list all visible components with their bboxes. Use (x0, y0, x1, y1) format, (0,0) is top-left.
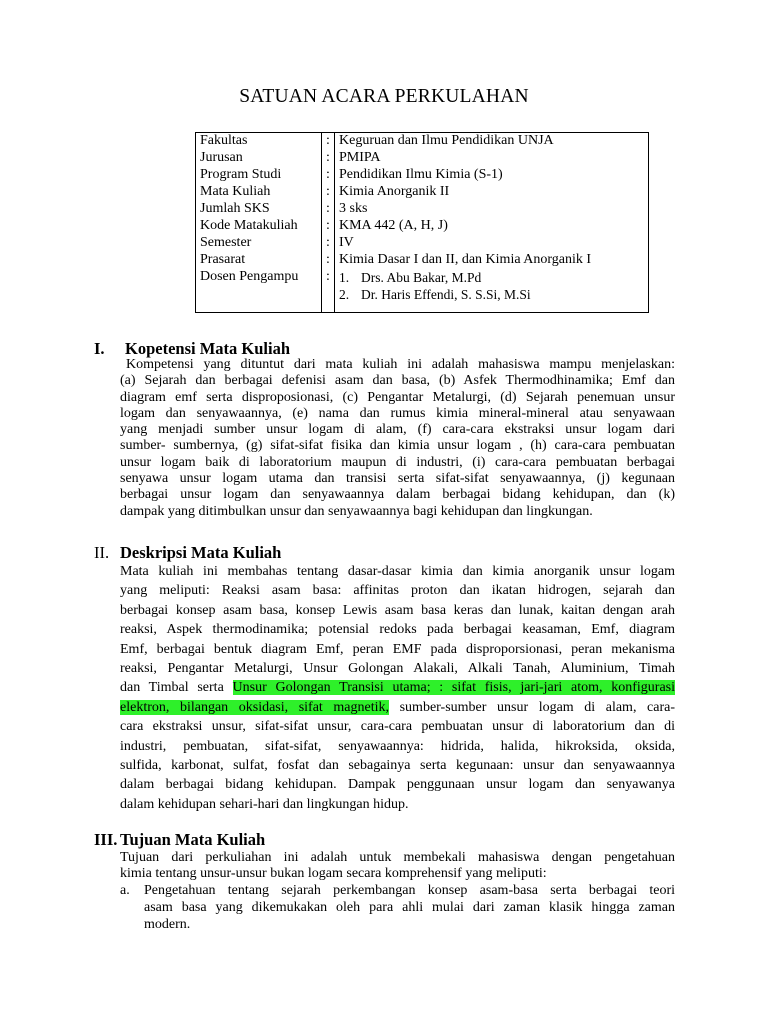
course-info-table (195, 132, 649, 313)
table-row (196, 150, 649, 167)
row-value: Kimia Anorganik II (335, 184, 649, 201)
text-line: unsur logam baik di laboratorium maupun di industri, (i) cara-cara pembuatan berbagai (120, 454, 675, 470)
text-line: sumber- sumbernya, (g) sifat-sifat fisika dan kimia unsur logam , (h) cara-cara pembuatan (120, 438, 675, 454)
list-number: 2. (339, 287, 350, 302)
text-line: Emf, berbagai bentuk diagram Emf, peran EMF pada disproporsionasi, peran mekanisma (120, 641, 675, 657)
text-line: modern. (144, 916, 191, 932)
row-value: Kimia Dasar I dan II, dan Kimia Anorganik I (335, 252, 649, 269)
text-line: Mata kuliah ini membahas tentang dasar-dasar kimia dan kimia anorganik unsur logam (120, 564, 675, 579)
text-line: senyawa unsur logam utama dan transisi serta sifat-sifat senyawaannya, (j) kegunaan (120, 471, 675, 487)
lecturer-name: Dr. Haris Effendi, S. S.Si, M.Si (361, 287, 531, 302)
text-line: (a) Sejarah dan berbagai defenisi asam dan basa, (b) Asfek Thermodhinamika; Emf dan (120, 373, 675, 389)
table-row (196, 252, 649, 269)
section-title: Deskripsi Mata Kuliah (120, 543, 282, 562)
section-number: III. (94, 830, 118, 849)
text-line: berbagai unsur logam dan senyawaannya dalam berbagai bidang kehidupan, dan (k) (120, 487, 675, 503)
row-value: Pendidikan Ilmu Kimia (S-1) (335, 167, 649, 184)
text-line: reaksi, Pengantar Metalurgi, Unsur Golongan Alakali, Alkali Tanah, Aluminium, Timah (120, 661, 675, 677)
text-line: Pengetahuan tentang sejarah perkembangan konsep asam-basa serta berbagai teori (144, 883, 675, 898)
row-value (335, 269, 649, 313)
row-value: Keguruan dan Ilmu Pendidikan UNJA (335, 133, 649, 151)
table-row (196, 201, 649, 218)
row-separator: : (322, 235, 335, 252)
row-value: 3 sks (335, 201, 649, 218)
section-paragraph (120, 850, 675, 883)
row-separator: : (322, 201, 335, 218)
text-line: diagram emf serta disproposionasi, (c) Pengantar Metalurgi, (d) Sejarah penemuan unsur (120, 389, 675, 405)
text-line: Tujuan dari perkuliahan ini adalah untuk membekali mahasiswa dengan pengetahuan (120, 850, 675, 865)
text-line: dampak yang ditimbulkan unsur dan senyawaannya bagi kehidupan dan lingkungan. (120, 503, 593, 519)
row-label: Mata Kuliah (196, 184, 322, 201)
row-label: Kode Matakuliah (196, 218, 322, 235)
lecturer-name: Drs. Abu Bakar, M.Pd (361, 270, 482, 285)
list-item (339, 286, 648, 303)
text-line: logam dan senyawaannya, (e) nama dan rumus kimia mineral-mineral atau senyawaan (120, 405, 675, 421)
row-label: Fakultas (196, 133, 322, 151)
section-number: II. (94, 543, 110, 562)
row-label: Semester (196, 235, 322, 252)
text-line: dalam berbagai bidang kehidupan. Dampak penggunaan unsur logam dan senyawanya (120, 777, 675, 793)
row-separator: : (322, 133, 335, 151)
row-label: Jurusan (196, 150, 322, 167)
row-separator: : (322, 269, 335, 313)
text-line: berbagai konsep asam basa, konsep Lewis asam basa keras dan lunak, kaitan dengan arah (120, 602, 675, 618)
text-line: dalam kehidupan sehari-hari dan lingkungan hidup. (120, 796, 409, 812)
section-title: Kopetensi Mata Kuliah (125, 339, 291, 358)
row-value: PMIPA (335, 150, 649, 167)
table-row (196, 133, 649, 151)
row-separator: : (322, 184, 335, 201)
text-line (120, 678, 675, 697)
section-paragraph (120, 562, 675, 814)
list-label: a. (120, 883, 130, 898)
text-line (120, 698, 675, 717)
list-number: 1. (339, 270, 350, 285)
section-title: Tujuan Mata Kuliah (120, 830, 266, 849)
list-item (339, 269, 648, 286)
text-line: reaksi, Aspek thermodinamika; potensial redoks pada berbagai keasaman, Emf, diagram (120, 622, 675, 638)
row-label: Program Studi (196, 167, 322, 184)
table-row (196, 235, 649, 252)
text-line: cara ekstraksi unsur, sifat-sifat unsur, cara-cara pembuatan unsur di laboratorium dan di (120, 719, 675, 735)
text-line: yang meliputi: Reaksi asam basa: affinitas proton dan ikatan hidrogen, sejarah dan (120, 583, 675, 599)
highlighted-text: Unsur Golongan Transisi utama; : sifat fisis, jari-jari atom, konfigurasi (232, 680, 675, 696)
row-separator: : (322, 150, 335, 167)
list-item (120, 883, 675, 933)
row-label: Jumlah SKS (196, 201, 322, 218)
row-separator: : (322, 252, 335, 269)
row-value: KMA 442 (A, H, J) (335, 218, 649, 235)
text-line: Kompetensi yang dituntut dari mata kuliah ini adalah mahasiswa mampu menjelaskan: (126, 357, 675, 372)
document-title: SATUAN ACARA PERKULAHAN (239, 86, 529, 107)
row-label: Dosen Pengampu (196, 269, 322, 313)
section-number: I. (94, 339, 105, 358)
text-line: asam basa yang dikemukakan oleh para ahli mulai dari zaman klasik hingga zaman (144, 899, 675, 915)
row-separator: : (322, 167, 335, 184)
section-paragraph (120, 357, 675, 520)
table-row-lecturers (196, 269, 649, 313)
text-line: yang menjadi sumber unsur logam di alam, (f) cara-cara ekstraksi unsur logam dari (120, 422, 675, 438)
text-line: kimia tentang unsur-unsur bukan logam secara komprehensif yang meliputi: (120, 866, 547, 882)
table-row (196, 218, 649, 235)
lecturer-list (339, 269, 648, 303)
row-label: Prasarat (196, 252, 322, 269)
table-row (196, 167, 649, 184)
text-run: dan Timbal serta (120, 680, 233, 696)
text-run: sumber-sumber unsur logam di alam, cara- (389, 699, 675, 715)
text-line: sulfida, karbonat, sulfat, fosfat dan sebagainya serta kegunaan: unsur dan senyawaannya (120, 758, 675, 774)
row-value: IV (335, 235, 649, 252)
row-separator: : (322, 218, 335, 235)
highlighted-text: elektron, bilangan oksidasi, sifat magnetik, (120, 699, 390, 715)
table-row (196, 184, 649, 201)
text-line: industri, pembuatan, sifat-sifat, senyawaannya: hidrida, halida, hikroksida, oksida, (120, 738, 675, 754)
